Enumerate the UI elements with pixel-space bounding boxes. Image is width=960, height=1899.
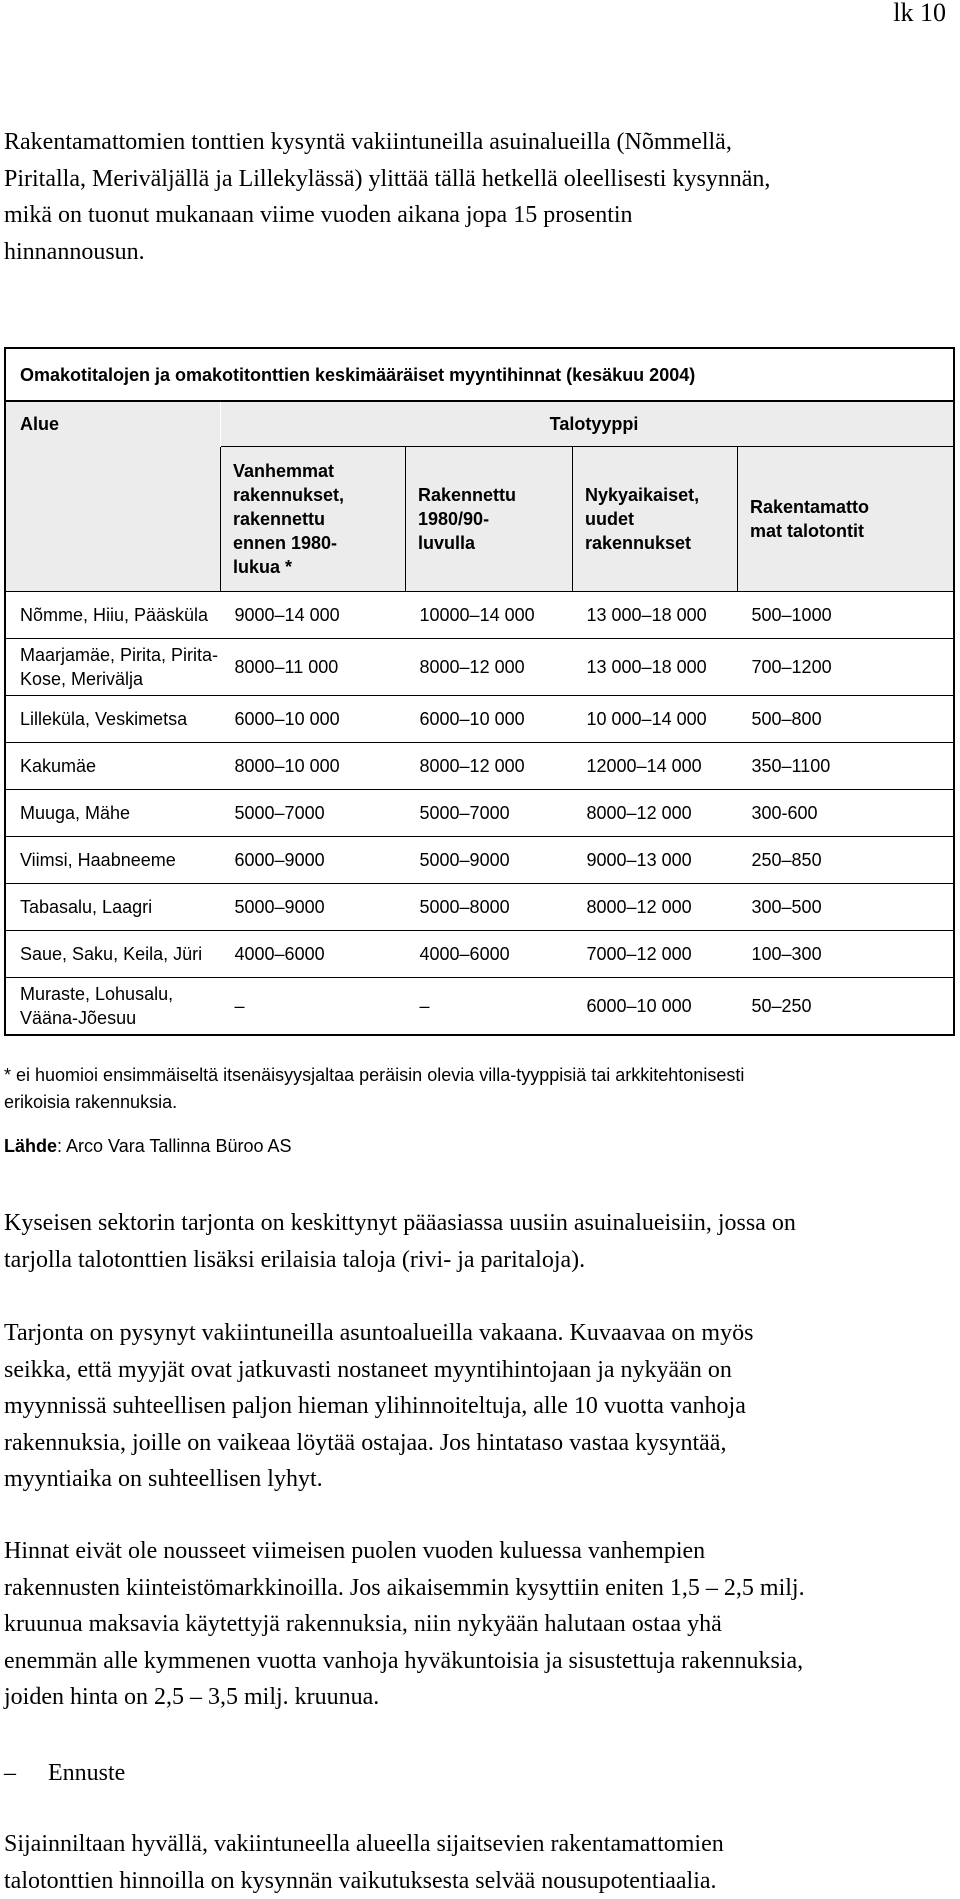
paragraph-forecast [4, 1826, 952, 1899]
value-cell: 6000–10 000 [406, 696, 573, 743]
paragraph-line: Rakentamattomien tonttien kysyntä vakiintuneilla asuinalueilla (Nõmmellä, [4, 124, 952, 161]
area-cell: Lilleküla, Veskimetsa [5, 696, 221, 743]
area-header: Alue [5, 401, 221, 447]
area-header-continued [5, 447, 221, 592]
table-source [4, 1133, 952, 1160]
table-row [5, 790, 954, 837]
area-line: Maarjamäe, Pirita, Pirita- [20, 643, 221, 667]
header-line: ennen 1980- [233, 531, 405, 555]
value-cell: 8000–12 000 [573, 884, 738, 931]
table-row [5, 837, 954, 884]
value-cell: 50–250 [738, 978, 955, 1036]
column-header-1980s [406, 447, 573, 592]
value-cell: 300–500 [738, 884, 955, 931]
paragraph-line: rakennuksia, joille on vaikeaa löytää ostajaa. Jos hintataso vastaa kysyntää, [4, 1425, 952, 1462]
value-cell: 13 000–18 000 [573, 592, 738, 639]
paragraph-line: myynnissä suhteellisen paljon hieman ylihinnoiteltuja, alle 10 vuotta vanhoja [4, 1388, 952, 1425]
value-cell: 8000–11 000 [221, 639, 406, 696]
header-line: Rakennettu [418, 483, 572, 507]
paragraph-line: talotonttien hinnoilla on kysynnän vaikutuksesta selvää nousupotentiaalia. [4, 1863, 952, 1899]
paragraph-line: tarjolla talotonttien lisäksi erilaisia taloja (rivi- ja paritaloja). [4, 1242, 952, 1279]
value-cell: – [406, 978, 573, 1036]
header-line: mat talotontit [750, 519, 953, 543]
header-line: uudet [585, 507, 737, 531]
paragraph-line: myyntiaika on suhteellisen lyhyt. [4, 1461, 952, 1498]
value-cell: 6000–10 000 [573, 978, 738, 1036]
area-cell [5, 978, 221, 1036]
footnote-line: erikoisia rakennuksia. [4, 1089, 952, 1116]
paragraph-supply [4, 1205, 952, 1278]
value-cell: 9000–13 000 [573, 837, 738, 884]
value-cell: 6000–10 000 [221, 696, 406, 743]
value-cell: 100–300 [738, 931, 955, 978]
header-line: rakennettu [233, 507, 405, 531]
table-footnote [4, 1062, 952, 1116]
column-header-plots [738, 447, 955, 592]
footnote-line: * ei huomioi ensimmäiseltä itsenäisyysjaltaa peräisin olevia villa-tyyppisiä tai arkkitehtonisesti [4, 1062, 952, 1089]
table-row [5, 978, 954, 1036]
header-line: rakennukset, [233, 483, 405, 507]
paragraph-line: mikä on tuonut mukanaan viime vuoden aikana jopa 15 prosentin [4, 197, 952, 234]
paragraph-line: joiden hinta on 2,5 – 3,5 milj. kruunua. [4, 1679, 952, 1716]
header-line: Rakentamatto [750, 495, 953, 519]
area-cell: Nõmme, Hiiu, Pääsküla [5, 592, 221, 639]
table-row [5, 696, 954, 743]
area-cell: Saue, Saku, Keila, Jüri [5, 931, 221, 978]
value-cell: – [221, 978, 406, 1036]
heading-text: Ennuste [48, 1760, 125, 1786]
paragraph-line: Sijainniltaan hyvällä, vakiintuneella alueella sijaitsevien rakentamattomien [4, 1826, 952, 1863]
table-row [5, 592, 954, 639]
value-cell: 5000–8000 [406, 884, 573, 931]
value-cell: 500–1000 [738, 592, 955, 639]
value-cell: 5000–9000 [221, 884, 406, 931]
area-line: Kose, Merivälja [20, 667, 221, 691]
table-caption: Omakotitalojen ja omakotitonttien keskimääräiset myyntihinnat (kesäkuu 2004) [5, 348, 954, 401]
header-line: Nykyaikaiset, [585, 483, 737, 507]
value-cell: 5000–7000 [406, 790, 573, 837]
value-cell: 8000–12 000 [406, 639, 573, 696]
area-cell: Muuga, Mähe [5, 790, 221, 837]
paragraph-line: kruunua maksavia käytettyjä rakennuksia, niin nykyään halutaan ostaa yhä [4, 1606, 952, 1643]
area-line: Muraste, Lohusalu, [20, 982, 221, 1006]
paragraph-prices [4, 1533, 952, 1716]
paragraph-line: rakennusten kiinteistömarkkinoilla. Jos aikaisemmin kysyttiin eniten 1,5 – 2,5 milj. [4, 1570, 952, 1607]
paragraph-line: seikka, että myyjät ovat jatkuvasti nostaneet myyntihintojaan ja nykyään on [4, 1352, 952, 1389]
value-cell: 700–1200 [738, 639, 955, 696]
column-header-modern [573, 447, 738, 592]
value-cell: 350–1100 [738, 743, 955, 790]
area-cell: Kakumäe [5, 743, 221, 790]
page-number: lk 10 [893, 0, 946, 26]
group-header: Talotyyppi [221, 401, 955, 447]
area-line: Vääna-Jõesuu [20, 1006, 221, 1030]
paragraph-line: Tarjonta on pysynyt vakiintuneilla asuntoalueilla vakaana. Kuvaavaa on myös [4, 1315, 952, 1352]
header-line: rakennukset [585, 531, 737, 555]
value-cell: 8000–12 000 [573, 790, 738, 837]
area-cell [5, 639, 221, 696]
table-row [5, 884, 954, 931]
value-cell: 10 000–14 000 [573, 696, 738, 743]
source-label: Lähde [4, 1136, 57, 1156]
table-row [5, 931, 954, 978]
value-cell: 300-600 [738, 790, 955, 837]
value-cell: 8000–12 000 [406, 743, 573, 790]
paragraph-stability [4, 1315, 952, 1498]
area-cell: Viimsi, Haabneeme [5, 837, 221, 884]
table-row [5, 743, 954, 790]
source-text: : Arco Vara Tallinna Büroo AS [57, 1136, 291, 1156]
value-cell: 12000–14 000 [573, 743, 738, 790]
value-cell: 4000–6000 [221, 931, 406, 978]
column-header-old-buildings [221, 447, 406, 592]
value-cell: 7000–12 000 [573, 931, 738, 978]
value-cell: 5000–7000 [221, 790, 406, 837]
header-line: 1980/90- [418, 507, 572, 531]
value-cell: 9000–14 000 [221, 592, 406, 639]
value-cell: 500–800 [738, 696, 955, 743]
header-line: luvulla [418, 531, 572, 555]
value-cell: 6000–9000 [221, 837, 406, 884]
paragraph-line: Piritalla, Meriväljällä ja Lillekylässä) ylittää tällä hetkellä oleellisesti kysynnän, [4, 161, 952, 198]
value-cell: 8000–10 000 [221, 743, 406, 790]
value-cell: 250–850 [738, 837, 955, 884]
value-cell: 10000–14 000 [406, 592, 573, 639]
paragraph-line: Kyseisen sektorin tarjonta on keskittynyt pääasiassa uusiin asuinalueisiin, jossa on [4, 1205, 952, 1242]
heading-dash: – [4, 1755, 48, 1791]
paragraph-intro [4, 124, 952, 270]
area-cell: Tabasalu, Laagri [5, 884, 221, 931]
price-table [4, 347, 955, 1036]
paragraph-line: hinnannousun. [4, 234, 952, 271]
section-heading-ennuste [4, 1755, 125, 1791]
value-cell: 5000–9000 [406, 837, 573, 884]
value-cell: 4000–6000 [406, 931, 573, 978]
header-line: Vanhemmat [233, 459, 405, 483]
paragraph-line: Hinnat eivät ole nousseet viimeisen puolen vuoden kuluessa vanhempien [4, 1533, 952, 1570]
table-row [5, 639, 954, 696]
header-line: lukua * [233, 555, 405, 579]
value-cell: 13 000–18 000 [573, 639, 738, 696]
paragraph-line: enemmän alle kymmenen vuotta vanhoja hyväkuntoisia ja sisustettuja rakennuksia, [4, 1643, 952, 1680]
